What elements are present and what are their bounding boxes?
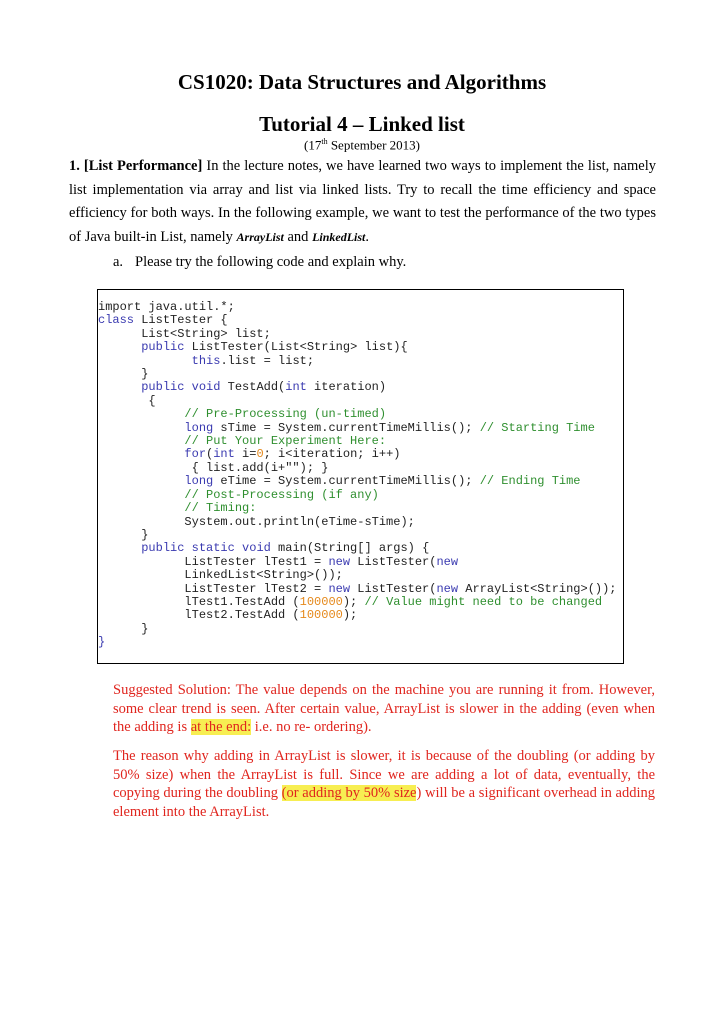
highlight: at the end:	[190, 719, 252, 735]
linkedlist-term: LinkedList	[312, 229, 366, 244]
suggested-solution-paragraph: Suggested Solution: The value depends on the machine you are running it from. However, some clear trend is seen. After certain value, ArrayList is slower in the adding (even when the adding is at the end: i.e. no re- ordering).	[113, 682, 655, 735]
tutorial-title: Tutorial 4 – Linked list	[259, 112, 465, 136]
list-marker: a.	[113, 254, 124, 270]
explanation-paragraph: The reason why adding in ArrayList is slower, it is because of the doubling (or adding by 50% size) when the ArrayList is full. Since we are adding a lot of data, eventually, the copying during the doubling (or adding by 50% size) will be a significant overhead in adding element into the ArrayList.	[113, 748, 656, 820]
arraylist-term: ArrayList	[236, 229, 284, 244]
question-1-paragraph: 1. [List Performance] In the lecture notes, we have learned two ways to implement the list, namely list implementation via array and list via linked lists. Try to recall the time efficiency and space efficiency for both ways. In the following example, we want to test the performance of the two types of Java built-in List, namely ArrayList and LinkedList.	[69, 158, 656, 245]
code-block	[97, 289, 624, 664]
code-listing: import java.util.*; class ListTester { List<String> list; public ListTester(List<String> list){ this.list = list; } public void TestAdd(int iteration) { // Pre-Processing (un-timed) long sTime = System.currentTimeMillis(); // Starting Time // Put Your Experiment Here: for(int i=0; i<iteration; i++) { list.add(i+""); } long eTime = System.currentTimeMillis(); // Ending Time // Post-Processing (if any) // Timing: System.out.println(eTime-sTime); } public static void main(String[] args) { ListTester lTest1 = new ListTester(new LinkedList<String>()); ListTester lTest2 = new ListTester(new ArrayList<String>()); lTest1.TestAdd (100000); // Value might need to be changed lTest2.TestAdd (100000); } }	[98, 300, 617, 650]
sub-question-a: a. Please try the following code and explain why.	[113, 254, 407, 270]
course-title: CS1020: Data Structures and Algorithms	[177, 70, 547, 94]
highlight: (or adding by 50% size	[281, 785, 417, 801]
question-1-lead: 1. [List Performance]	[69, 158, 203, 174]
tutorial-date: (17th September 2013)	[304, 137, 420, 153]
